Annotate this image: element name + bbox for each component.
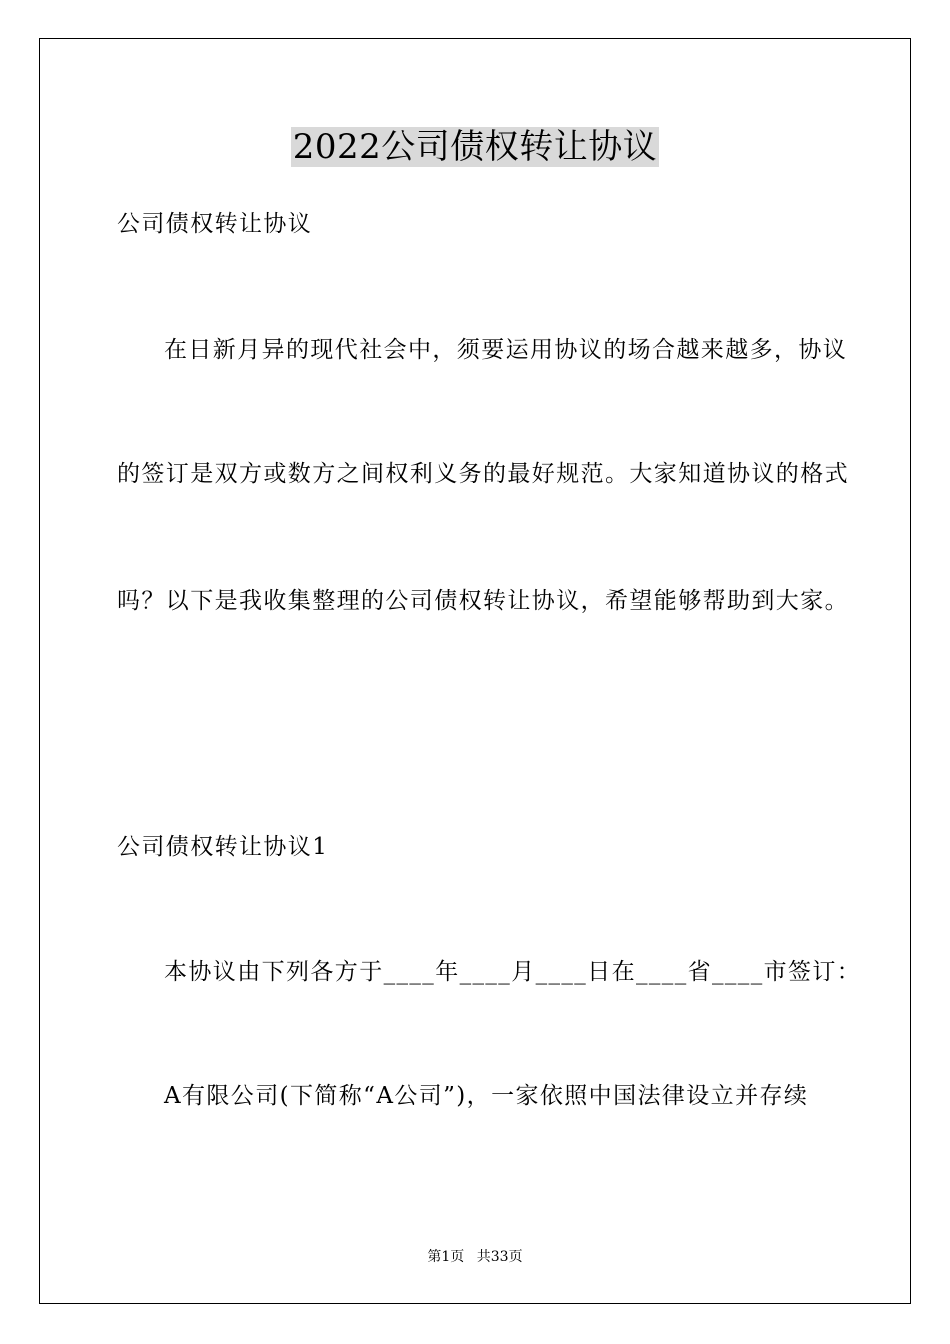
page-footer — [0, 1248, 950, 1266]
body-line-2: A有限公司(下简称“A公司”)，一家依照中国法律设立并存续 — [164, 1083, 809, 1109]
document-title: 2022公司债权转让协议 — [292, 127, 658, 167]
section-heading: 公司债权转让协议1 — [117, 834, 329, 860]
intro-line-1: 在日新月异的现代社会中，须要运用协议的场合越来越多，协议 — [164, 337, 848, 363]
intro-line-2: 的签订是双方或数方之间权利义务的最好规范。大家知道协议的格式 — [117, 461, 849, 487]
page-number: 第1页 — [427, 1249, 465, 1265]
title-container — [0, 127, 950, 167]
intro-line-3: 吗？以下是我收集整理的公司债权转让协议，希望能够帮助到大家。 — [117, 588, 849, 614]
body-line-1: 本协议由下列各方于____年____月____日在____省____市签订： — [164, 959, 862, 985]
total-pages: 共33页 — [476, 1249, 523, 1265]
document-subtitle: 公司债权转让协议 — [117, 211, 313, 237]
